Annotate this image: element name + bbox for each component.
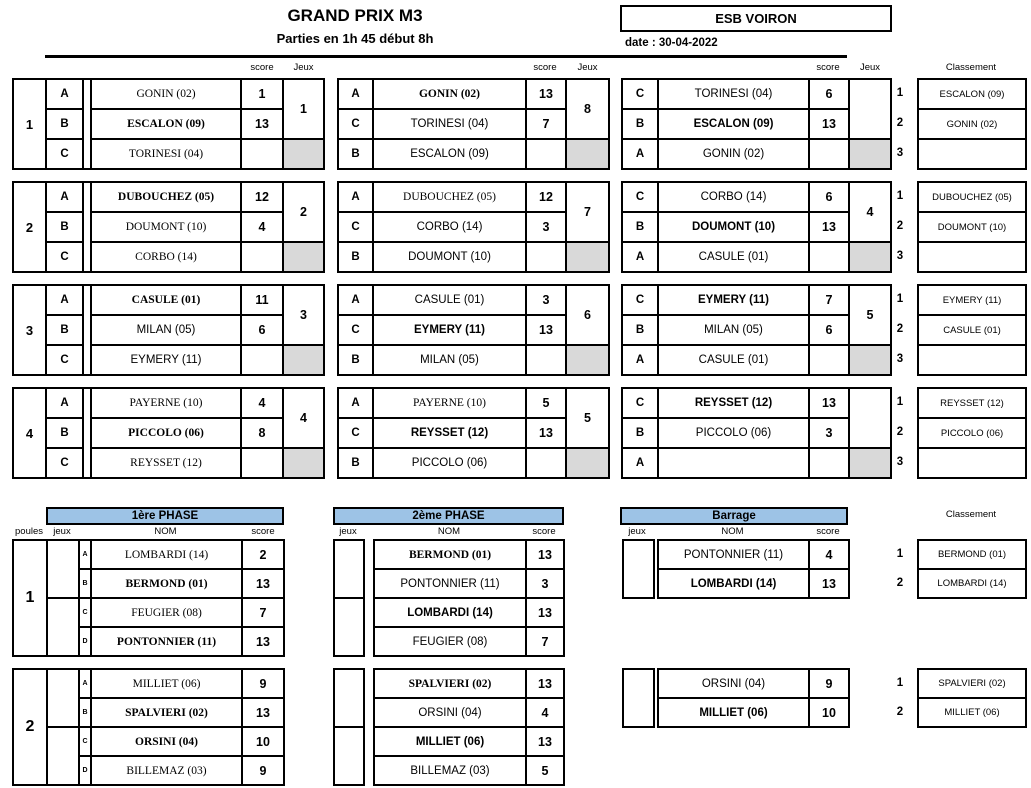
nom-column-label: NOM — [721, 526, 744, 537]
score-cell: 13 — [241, 697, 285, 728]
rank-number: 2 — [896, 705, 904, 718]
jeux-cell — [622, 539, 655, 599]
barrage-header: Barrage — [620, 507, 848, 525]
jeux-value-cell — [848, 78, 892, 140]
player-letter: A — [621, 344, 659, 376]
player-name: ESCALON (09) — [657, 108, 810, 140]
date-label: date : 30-04-2022 — [625, 37, 718, 49]
player-letter: A — [621, 447, 659, 479]
player-letter: B — [45, 314, 84, 346]
classement-column-label: Classement — [945, 509, 997, 520]
classement-name: DUBOUCHEZ (05) — [917, 181, 1027, 213]
jeux-column-label: Jeux — [577, 62, 598, 73]
phase1-header: 1ère PHASE — [46, 507, 284, 525]
score-cell: 13 — [525, 78, 567, 110]
pool-number: 3 — [12, 284, 47, 376]
score-column-label: score — [816, 526, 840, 537]
jeux-value-cell: 5 — [848, 284, 892, 346]
score-cell: 13 — [808, 108, 850, 140]
player-name — [657, 447, 810, 479]
jeux-column-label: Jeux — [293, 62, 314, 73]
player-name: TORINESI (04) — [372, 108, 527, 140]
player-letter: C — [337, 417, 374, 449]
score-cell: 13 — [525, 597, 565, 628]
player-letter: C — [78, 597, 92, 628]
player-letter: C — [337, 314, 374, 346]
jeux-column-label: jeux — [628, 526, 646, 537]
player-letter: A — [45, 181, 84, 213]
jeux-shaded-cell — [848, 241, 892, 273]
score-cell — [808, 241, 850, 273]
player-letter: C — [337, 108, 374, 140]
score-cell: 6 — [808, 181, 850, 213]
jeux-shaded-cell — [565, 447, 610, 479]
player-name: MILAN (05) — [372, 344, 527, 376]
jeux-value-cell: 5 — [565, 387, 610, 449]
score-cell: 6 — [808, 314, 850, 346]
player-name: MILAN (05) — [90, 314, 242, 346]
player-name: ESCALON (09) — [90, 108, 242, 140]
jeux-value-cell: 2 — [282, 181, 325, 243]
score-column-label: score — [816, 62, 840, 73]
score-cell: 3 — [525, 284, 567, 316]
score-cell: 7 — [241, 597, 285, 628]
score-cell: 7 — [525, 626, 565, 657]
jeux-value-cell: 4 — [282, 387, 325, 449]
score-cell: 13 — [241, 568, 285, 599]
score-cell — [808, 447, 850, 479]
score-cell — [240, 241, 284, 273]
score-cell: 13 — [525, 726, 565, 757]
score-cell — [525, 344, 567, 376]
poules-column-label: poules — [15, 526, 43, 537]
jeux-value-cell: 1 — [282, 78, 325, 140]
score-cell: 9 — [241, 668, 285, 699]
jeux-value-cell: 4 — [848, 181, 892, 243]
score-cell: 13 — [525, 539, 565, 570]
classement-name: REYSSET (12) — [917, 387, 1027, 419]
jeux-shaded-cell — [848, 138, 892, 170]
score-cell: 7 — [808, 284, 850, 316]
score-cell: 3 — [525, 211, 567, 243]
classement-name: CASULE (01) — [917, 314, 1027, 346]
score-cell: 13 — [525, 668, 565, 699]
score-cell — [808, 138, 850, 170]
player-name: DUBOUCHEZ (05) — [372, 181, 527, 213]
score-cell: 9 — [241, 755, 285, 786]
player-name: LOMBARDI (14) — [657, 568, 810, 599]
player-name: DUBOUCHEZ (05) — [90, 181, 242, 213]
score-cell: 2 — [241, 539, 285, 570]
player-name: DOUMONT (10) — [657, 211, 810, 243]
player-letter: B — [78, 697, 92, 728]
score-cell: 3 — [808, 417, 850, 449]
player-name: ESCALON (09) — [372, 138, 527, 170]
player-name: CASULE (01) — [657, 344, 810, 376]
score-cell: 4 — [240, 387, 284, 419]
jeux-cell — [333, 668, 365, 728]
player-name: LOMBARDI (14) — [373, 597, 527, 628]
player-name: CASULE (01) — [372, 284, 527, 316]
player-name: MILLIET (06) — [657, 697, 810, 728]
player-name: CASULE (01) — [90, 284, 242, 316]
page-subtitle: Parties en 1h 45 début 8h — [276, 31, 434, 46]
player-name: BILLEMAZ (03) — [373, 755, 527, 786]
player-name: CASULE (01) — [657, 241, 810, 273]
classement-name: EYMERY (11) — [917, 284, 1027, 316]
jeux-shaded-cell — [565, 344, 610, 376]
player-name: REYSSET (12) — [657, 387, 810, 419]
classement-name — [917, 447, 1027, 479]
jeux-column-label: jeux — [53, 526, 71, 537]
header-rule — [45, 55, 847, 58]
player-name: ORSINI (04) — [90, 726, 243, 757]
score-cell: 8 — [240, 417, 284, 449]
player-letter: D — [78, 755, 92, 786]
rank-number: 2 — [896, 220, 904, 232]
player-letter: C — [621, 181, 659, 213]
player-name: PICCOLO (06) — [657, 417, 810, 449]
player-name: EYMERY (11) — [90, 344, 242, 376]
score-cell: 11 — [240, 284, 284, 316]
player-letter: C — [45, 138, 84, 170]
jeux-shaded-cell — [282, 241, 325, 273]
player-letter: D — [78, 626, 92, 657]
rank-number: 2 — [896, 576, 904, 589]
pool-number: 1 — [12, 78, 47, 170]
rank-number: 2 — [896, 117, 904, 129]
player-letter: B — [621, 417, 659, 449]
rank-number: 2 — [896, 426, 904, 438]
score-cell: 4 — [240, 211, 284, 243]
jeux-shaded-cell — [282, 447, 325, 479]
player-letter: B — [621, 108, 659, 140]
player-letter: A — [45, 387, 84, 419]
pool-number: 4 — [12, 387, 47, 479]
player-name: ORSINI (04) — [373, 697, 527, 728]
score-cell: 13 — [808, 387, 850, 419]
player-name: GONIN (02) — [372, 78, 527, 110]
score-cell: 5 — [525, 387, 567, 419]
player-name: TORINESI (04) — [90, 138, 242, 170]
score-cell: 12 — [525, 181, 567, 213]
score-column-label: score — [250, 62, 274, 73]
player-name: MILLIET (06) — [90, 668, 243, 699]
jeux-value-cell: 8 — [565, 78, 610, 140]
player-letter: C — [78, 726, 92, 757]
score-cell — [240, 138, 284, 170]
classement-name: MILLIET (06) — [917, 697, 1027, 728]
player-name: FEUGIER (08) — [90, 597, 243, 628]
player-name: SPALVIERI (02) — [90, 697, 243, 728]
player-letter: A — [621, 138, 659, 170]
phase2-header: 2ème PHASE — [333, 507, 564, 525]
score-column-label: score — [533, 62, 557, 73]
player-name: BERMOND (01) — [90, 568, 243, 599]
player-letter: B — [621, 314, 659, 346]
player-letter: A — [45, 284, 84, 316]
rank-number: 1 — [896, 676, 904, 689]
jeux-value-cell: 6 — [565, 284, 610, 346]
rank-number: 3 — [896, 353, 904, 365]
player-name: PONTONNIER (11) — [373, 568, 527, 599]
player-name: GONIN (02) — [657, 138, 810, 170]
classement-name: LOMBARDI (14) — [917, 568, 1027, 599]
jeux-shaded-cell — [282, 138, 325, 170]
jeux-column-label: jeux — [339, 526, 357, 537]
player-name: SPALVIERI (02) — [373, 668, 527, 699]
score-cell: 9 — [808, 668, 850, 699]
score-cell: 5 — [525, 755, 565, 786]
player-name: PAYERNE (10) — [372, 387, 527, 419]
classement-name: GONIN (02) — [917, 108, 1027, 140]
page-title: GRAND PRIX M3 — [287, 6, 423, 25]
score-cell — [525, 138, 567, 170]
player-name: LOMBARDI (14) — [90, 539, 243, 570]
classement-name — [917, 344, 1027, 376]
jeux-cell — [333, 597, 365, 657]
player-letter: A — [337, 284, 374, 316]
player-name: TORINESI (04) — [657, 78, 810, 110]
score-cell — [240, 447, 284, 479]
jeux-shaded-cell — [848, 344, 892, 376]
score-cell: 7 — [525, 108, 567, 140]
player-name: GONIN (02) — [90, 78, 242, 110]
score-cell: 13 — [241, 626, 285, 657]
player-name: REYSSET (12) — [90, 447, 242, 479]
nom-column-label: NOM — [437, 526, 461, 537]
player-letter: B — [337, 138, 374, 170]
rank-number: 1 — [896, 293, 904, 305]
rank-number: 1 — [896, 396, 904, 408]
player-letter: C — [45, 241, 84, 273]
player-letter: C — [621, 78, 659, 110]
jeux-cell — [333, 726, 365, 786]
jeux-column-label: Jeux — [859, 62, 881, 73]
score-cell: 4 — [808, 539, 850, 570]
score-cell — [808, 344, 850, 376]
player-letter: C — [621, 387, 659, 419]
player-letter: A — [337, 387, 374, 419]
player-name: PONTONNIER (11) — [90, 626, 243, 657]
score-cell: 6 — [240, 314, 284, 346]
score-cell: 6 — [808, 78, 850, 110]
classement-name — [917, 241, 1027, 273]
jeux-shaded-cell — [565, 138, 610, 170]
classement-name: PICCOLO (06) — [917, 417, 1027, 449]
jeux-cell — [622, 668, 655, 728]
player-letter: C — [621, 284, 659, 316]
player-letter: C — [45, 344, 84, 376]
classement-name: BERMOND (01) — [917, 539, 1027, 570]
player-name: CORBO (14) — [657, 181, 810, 213]
player-name: REYSSET (12) — [372, 417, 527, 449]
jeux-value-cell: 7 — [565, 181, 610, 243]
player-letter: C — [337, 211, 374, 243]
rank-number: 2 — [896, 323, 904, 335]
score-cell — [240, 344, 284, 376]
score-cell: 13 — [808, 568, 850, 599]
score-cell: 4 — [525, 697, 565, 728]
player-name: DOUMONT (10) — [90, 211, 242, 243]
player-name: BERMOND (01) — [373, 539, 527, 570]
score-cell: 10 — [241, 726, 285, 757]
pool-number: 2 — [12, 181, 47, 273]
player-name: PONTONNIER (11) — [657, 539, 810, 570]
player-letter: A — [45, 78, 84, 110]
jeux-value-cell: 3 — [282, 284, 325, 346]
player-name: MILAN (05) — [657, 314, 810, 346]
player-letter: C — [45, 447, 84, 479]
jeux-cell — [46, 597, 80, 657]
player-letter: A — [78, 668, 92, 699]
player-name: EYMERY (11) — [657, 284, 810, 316]
jeux-shaded-cell — [282, 344, 325, 376]
score-column-label: score — [532, 526, 556, 537]
score-cell — [525, 447, 567, 479]
player-name: BILLEMAZ (03) — [90, 755, 243, 786]
player-name: EYMERY (11) — [372, 314, 527, 346]
player-letter: A — [337, 78, 374, 110]
score-cell: 12 — [240, 181, 284, 213]
classement-name: SPALVIERI (02) — [917, 668, 1027, 699]
rank-number: 3 — [896, 250, 904, 262]
score-cell: 13 — [525, 417, 567, 449]
pool-number: 2 — [12, 668, 48, 786]
score-cell: 13 — [240, 108, 284, 140]
score-cell: 3 — [525, 568, 565, 599]
player-letter: B — [78, 568, 92, 599]
jeux-cell — [46, 726, 80, 786]
player-name: MILLIET (06) — [373, 726, 527, 757]
club-name-box: ESB VOIRON — [620, 5, 892, 32]
player-letter: B — [45, 417, 84, 449]
jeux-cell — [333, 539, 365, 599]
player-letter: B — [45, 108, 84, 140]
player-name: DOUMONT (10) — [372, 241, 527, 273]
player-name: ORSINI (04) — [657, 668, 810, 699]
classement-name — [917, 138, 1027, 170]
classement-column-label: Classement — [945, 62, 997, 73]
player-name: PAYERNE (10) — [90, 387, 242, 419]
player-name: CORBO (14) — [372, 211, 527, 243]
player-name: FEUGIER (08) — [373, 626, 527, 657]
player-letter: B — [337, 241, 374, 273]
score-cell — [525, 241, 567, 273]
jeux-cell — [46, 668, 80, 728]
jeux-shaded-cell — [565, 241, 610, 273]
score-cell: 13 — [808, 211, 850, 243]
nom-column-label: NOM — [154, 526, 177, 537]
rank-number: 3 — [896, 456, 904, 468]
player-name: PICCOLO (06) — [90, 417, 242, 449]
player-name: PICCOLO (06) — [372, 447, 527, 479]
player-letter: A — [78, 539, 92, 570]
score-cell: 10 — [808, 697, 850, 728]
jeux-shaded-cell — [848, 447, 892, 479]
score-cell: 1 — [240, 78, 284, 110]
player-letter: A — [337, 181, 374, 213]
classement-name: ESCALON (09) — [917, 78, 1027, 110]
jeux-value-cell — [848, 387, 892, 449]
player-letter: B — [45, 211, 84, 243]
player-letter: B — [621, 211, 659, 243]
player-letter: A — [621, 241, 659, 273]
player-letter: B — [337, 344, 374, 376]
player-name: CORBO (14) — [90, 241, 242, 273]
classement-name: DOUMONT (10) — [917, 211, 1027, 243]
rank-number: 3 — [896, 147, 904, 159]
jeux-cell — [46, 539, 80, 599]
rank-number: 1 — [896, 87, 904, 99]
score-column-label: score — [251, 526, 275, 537]
rank-number: 1 — [896, 190, 904, 202]
player-letter: B — [337, 447, 374, 479]
pool-number: 1 — [12, 539, 48, 657]
score-cell: 13 — [525, 314, 567, 346]
rank-number: 1 — [896, 547, 904, 560]
